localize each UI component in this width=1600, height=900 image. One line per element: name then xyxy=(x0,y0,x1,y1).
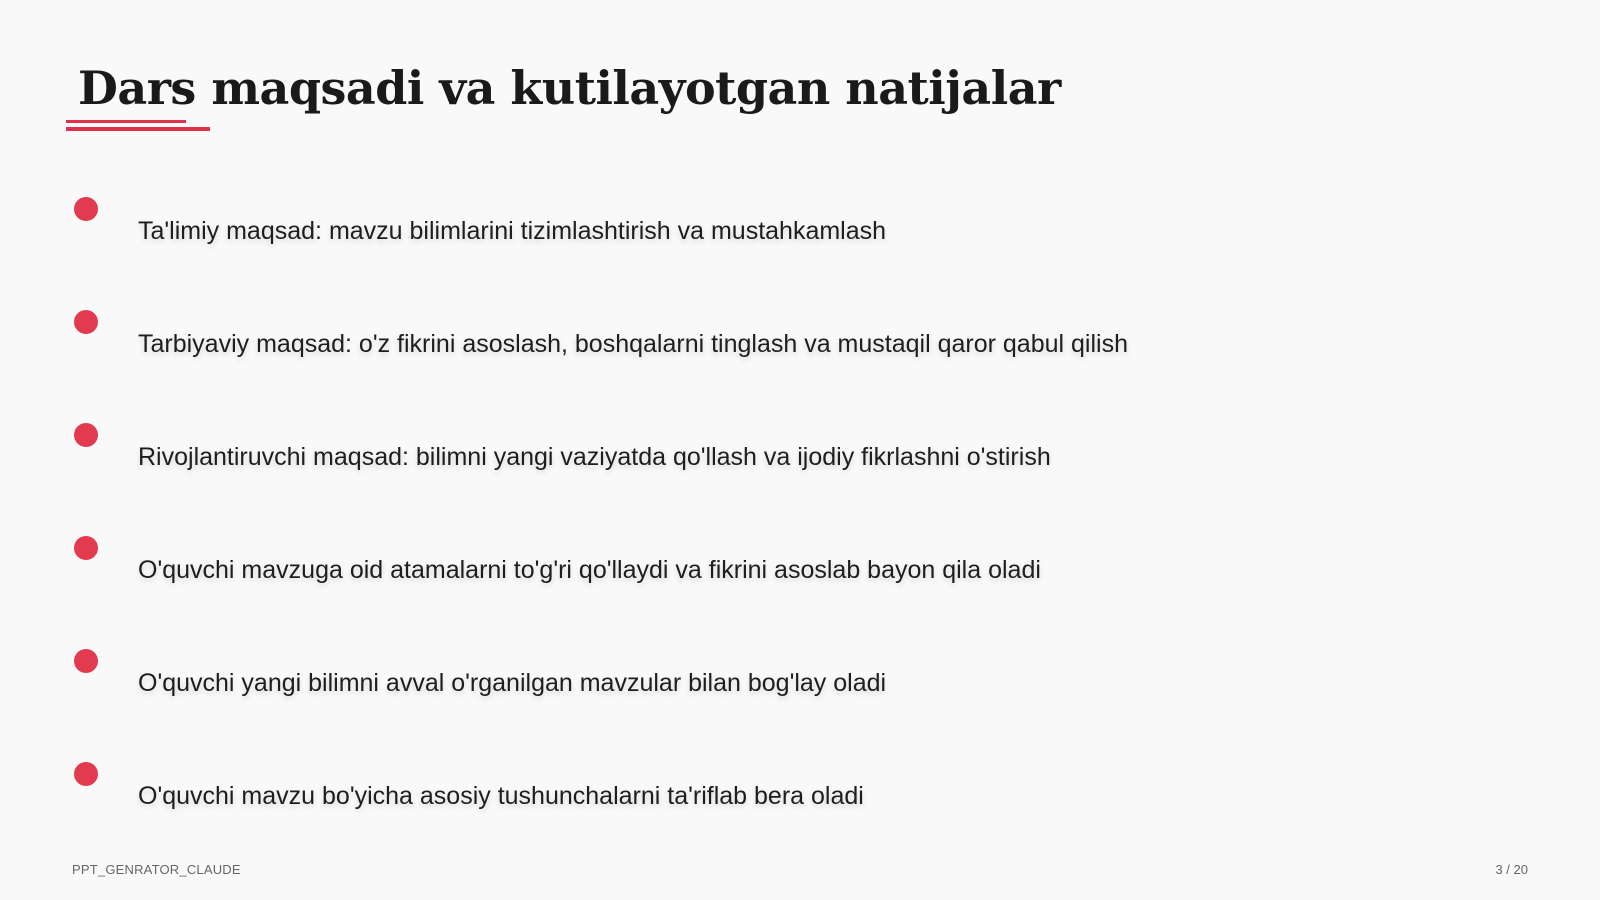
bullet-dot-icon xyxy=(74,536,98,560)
bullet-item xyxy=(0,649,1400,719)
bullet-item xyxy=(0,197,1400,267)
bullet-dot-icon xyxy=(74,310,98,334)
bullet-dot-icon xyxy=(74,649,98,673)
bullet-item xyxy=(0,536,1400,606)
bullet-text: Ta'limiy maqsad: mavzu bilimlarini tizimlashtirish va mustahkamlash xyxy=(138,217,887,245)
bullet-item xyxy=(0,762,1400,832)
bullet-text: Tarbiyaviy maqsad: o'z fikrini asoslash, boshqalarni tinglash va mustaqil qaror qabul qilish xyxy=(138,330,1128,358)
bullet-text: O'quvchi mavzuga oid atamalarni to'g'ri qo'llaydi va fikrini asoslab bayon qila oladi xyxy=(138,556,1041,584)
bullet-item xyxy=(0,310,1400,380)
bullet-item xyxy=(0,423,1400,493)
footer-generator-label: PPT_GENRATOR_CLAUDE xyxy=(72,862,241,877)
page-indicator: 3 / 20 xyxy=(1495,862,1528,877)
bullet-text: O'quvchi yangi bilimni avval o'rganilgan mavzular bilan bog'lay oladi xyxy=(138,669,887,697)
bullet-text: Rivojlantiruvchi maqsad: bilimni yangi vaziyatda qo'llash va ijodiy fikrlashni o'stirish xyxy=(138,443,1051,471)
bullet-text: O'quvchi mavzu bo'yicha asosiy tushunchalarni ta'riflab bera oladi xyxy=(138,782,864,810)
bullet-dot-icon xyxy=(74,197,98,221)
bullet-dot-icon xyxy=(74,762,98,786)
bullet-dot-icon xyxy=(74,423,98,447)
slide-title: Dars maqsadi va kutilayotgan natijalar xyxy=(78,61,1061,115)
